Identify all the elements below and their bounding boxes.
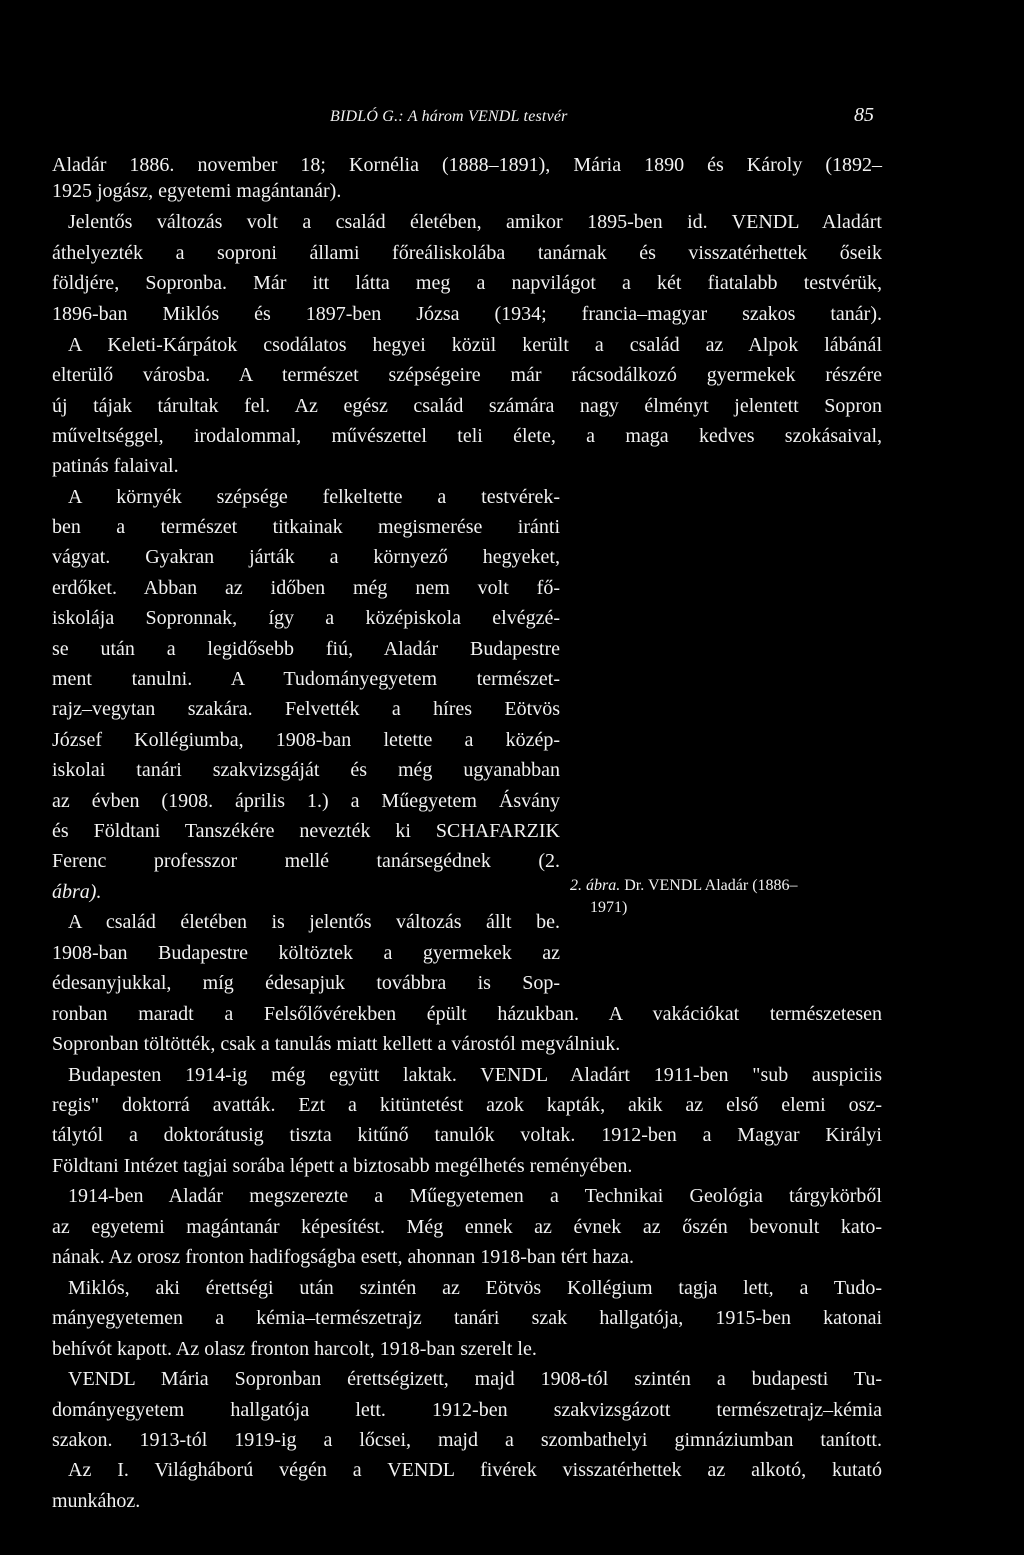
body-line: Miklós, aki érettségi után szintén az Eötvös Kollégium tagja lett, a Tudo- xyxy=(68,1277,882,1299)
body-line: műveltséggel, irodalommal, művészettel teli élete, a maga kedves szokásaival, xyxy=(52,425,882,447)
body-line: és Földtani Tanszékére nevezték ki SCHAFARZIK xyxy=(52,820,560,842)
body-line: ábra). xyxy=(52,881,102,903)
body-line: Az I. Világháború végén a VENDL fivérek visszatérhettek az alkotó, kutató xyxy=(68,1459,882,1481)
page-number: 85 xyxy=(854,104,874,126)
body-line: 1914-ben Aladár megszerezte a Műegyetemen a Technikai Geológia tárgykörből xyxy=(68,1185,882,1207)
figure-image-area xyxy=(575,470,885,870)
body-line: új tájak tárultak fel. Az egész család számára nagy élményt jelentett Sopron xyxy=(52,395,882,417)
body-line: Jelentős változás volt a család életében, amikor 1895-ben id. VENDL Aladárt xyxy=(68,211,882,233)
body-line: se után a legidősebb fiú, Aladár Budapestre xyxy=(52,638,560,660)
body-line: regis" doktorrá avatták. Ezt a kitüntetést azok kapták, akik az első elemi osz- xyxy=(52,1094,882,1116)
body-line: erdőket. Abban az időben még nem volt fő- xyxy=(52,577,560,599)
body-line: édesanyjukkal, míg édesapjuk továbbra is Sop- xyxy=(52,972,560,994)
body-line: A környék szépsége felkeltette a testvérek- xyxy=(68,486,560,508)
body-line: az egyetemi magántanár képesítést. Még ennek az évnek az őszén bevonult kato- xyxy=(52,1216,882,1238)
body-line: áthelyezték a soproni állami főreáliskolába tanárnak és visszatérhettek őseik xyxy=(52,242,882,264)
body-line: az évben (1908. április 1.) a Műegyetem Ásvány xyxy=(52,790,560,812)
body-line: 1925 jogász, egyetemi magántanár). xyxy=(52,180,342,202)
body-line: Ferenc professzor mellé tanársegédnek (2. xyxy=(52,850,560,872)
body-line: A család életében is jelentős változás állt be. xyxy=(68,911,560,933)
body-line: földjére, Sopronba. Már itt látta meg a napvilágot a két fiatalabb testvérük, xyxy=(52,272,882,294)
body-line: iskolai tanári szakvizsgáját és még ugyanabban xyxy=(52,759,560,781)
figure-caption xyxy=(570,875,890,919)
body-line: ronban maradt a Felsőlővérekben épült házukban. A vakációkat természetesen xyxy=(52,1003,882,1025)
body-line: patinás falaival. xyxy=(52,455,179,477)
caption-text: Dr. VENDL Aladár (1886– xyxy=(624,877,798,894)
caption-label: 2. ábra. xyxy=(570,877,621,894)
body-line: VENDL Mária Sopronban érettségizett, majd 1908-tól szintén a budapesti Tu- xyxy=(68,1368,882,1390)
running-header xyxy=(0,100,1024,136)
body-line: munkához. xyxy=(52,1490,141,1512)
caption-year: 1971) xyxy=(590,899,628,916)
body-line: Földtani Intézet tagjai sorába lépett a biztosabb megélhetés reményében. xyxy=(52,1155,633,1177)
body-line: Aladár 1886. november 18; Kornélia (1888–1891), Mária 1890 és Károly (1892– xyxy=(52,154,882,176)
body-line: tálytól a doktorátusig tiszta kitűnő tanulók voltak. 1912-ben a Magyar Királyi xyxy=(52,1124,882,1146)
running-head: BIDLÓ G.: A három VENDL testvér xyxy=(330,108,568,125)
body-line: József Kollégiumba, 1908-ban letette a közép- xyxy=(52,729,560,751)
body-line: szakon. 1913-tól 1919-ig a lőcsei, majd a szombathelyi gimnáziumban tanított. xyxy=(52,1429,882,1451)
body-line: behívót kapott. Az olasz fronton harcolt, 1918-ban szerelt le. xyxy=(52,1338,537,1360)
body-line: ment tanulni. A Tudományegyetem természet- xyxy=(52,668,560,690)
body-line: rajz–vegytan szakára. Felvették a híres Eötvös xyxy=(52,698,560,720)
body-line: ben a természet titkainak megismerése iránti xyxy=(52,516,560,538)
body-line: A Keleti-Kárpátok csodálatos hegyei közül került a család az Alpok lábánál xyxy=(68,334,882,356)
body-line: elterülő városba. A természet szépségeire már rácsodálkozó gyermekek részére xyxy=(52,364,882,386)
body-line: dományegyetem hallgatója lett. 1912-ben szakvizsgázott természetrajz–kémia xyxy=(52,1399,882,1421)
body-line: Budapesten 1914-ig még együtt laktak. VENDL Aladárt 1911-ben "sub auspiciis xyxy=(68,1064,882,1086)
body-line: mányegyetemen a kémia–természetrajz tanári szak hallgatója, 1915-ben katonai xyxy=(52,1307,882,1329)
body-line: 1896-ban Miklós és 1897-ben Józsa (1934; francia–magyar szakos tanár). xyxy=(52,303,882,325)
body-line: nának. Az orosz fronton hadifogságba esett, ahonnan 1918-ban tért haza. xyxy=(52,1246,635,1268)
body-line: 1908-ban Budapestre költöztek a gyermekek az xyxy=(52,942,560,964)
body-line: iskolája Sopronnak, így a középiskola elvégzé- xyxy=(52,607,560,629)
body-line: vágyat. Gyakran járták a környező hegyeket, xyxy=(52,546,560,568)
body-line: Sopronban töltötték, csak a tanulás miatt kellett a várostól megválniuk. xyxy=(52,1033,621,1055)
